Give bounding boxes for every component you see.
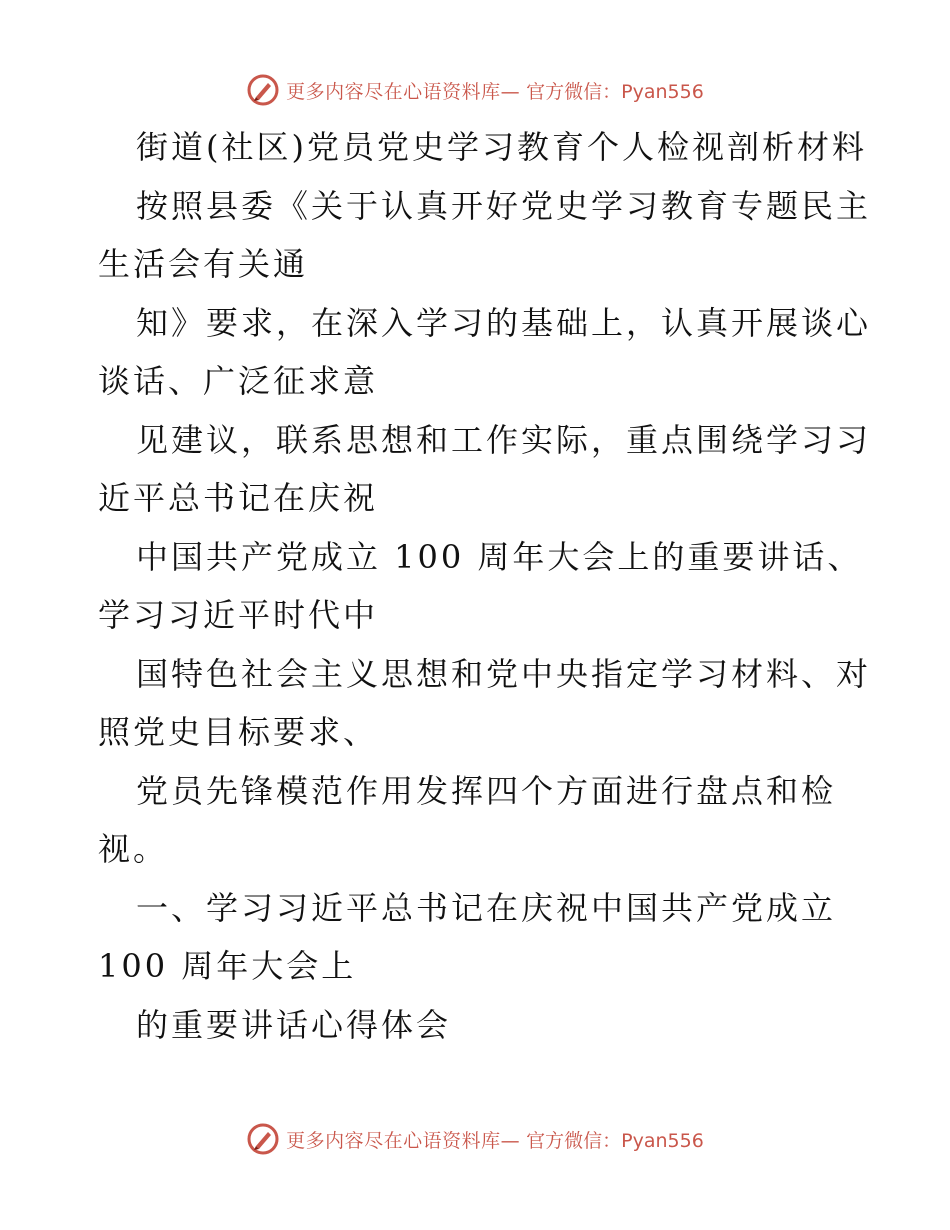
paragraph-line: 生活会有关通 — [98, 245, 309, 283]
section-heading-line: 的重要讲话心得体会 — [136, 1005, 452, 1044]
footer-wechat-text: 官方微信：Pyan556 — [526, 1129, 704, 1152]
footer-banner — [0, 1119, 950, 1159]
paragraph-line: 国特色社会主义思想和党中央指定学习材料、对 — [136, 654, 872, 693]
header-banner-text: 更多内容尽在心语资料库— — [286, 80, 521, 103]
paragraph-line: 谈话、广泛征求意 — [98, 362, 379, 400]
paragraph-line: 视。 — [98, 830, 169, 868]
section-heading-line: 100 周年大会上 — [98, 947, 357, 985]
paragraph-line: 近平总书记在庆祝 — [98, 479, 379, 517]
header-banner — [0, 70, 950, 110]
paragraph-line: 见建议，联系思想和工作实际，重点围绕学习习 — [136, 420, 872, 459]
pen-logo-icon — [246, 1122, 280, 1156]
document-title: 街道(社区)党员党史学习教育个人检视剖析材料 — [136, 128, 867, 166]
paragraph-line: 学习习近平时代中 — [98, 596, 379, 634]
paragraph-line: 按照县委《关于认真开好党史学习教育专题民主 — [136, 186, 872, 225]
section-heading-line: 一、学习习近平总书记在庆祝中国共产党成立 — [136, 888, 837, 927]
paragraph-line: 知》要求，在深入学习的基础上，认真开展谈心 — [136, 303, 872, 342]
footer-banner-text: 更多内容尽在心语资料库— — [286, 1129, 521, 1152]
pen-logo-icon — [246, 73, 280, 107]
paragraph-line: 照党史目标要求、 — [98, 713, 379, 751]
document-body — [98, 118, 872, 1054]
paragraph-line: 中国共产党成立 100 周年大会上的重要讲话、 — [136, 537, 863, 576]
header-wechat-text: 官方微信：Pyan556 — [526, 80, 704, 103]
paragraph-line: 党员先锋模范作用发挥四个方面进行盘点和检 — [136, 771, 837, 810]
